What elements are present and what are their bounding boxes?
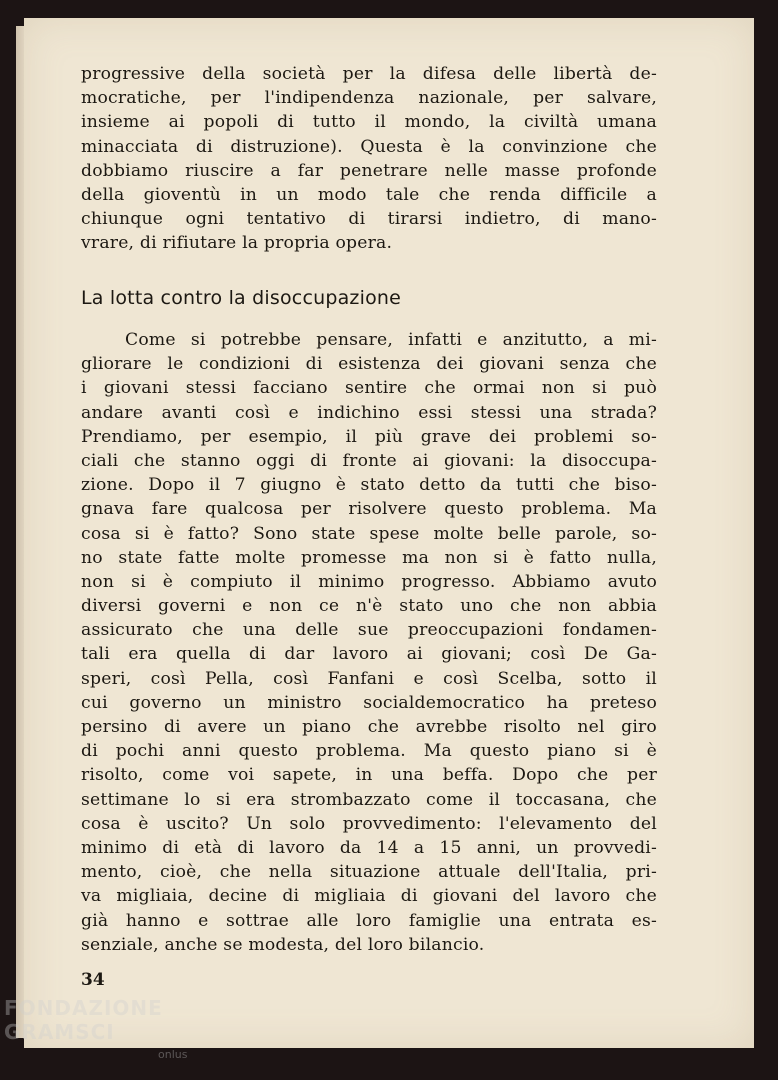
- text-line: risolto, come voi sapete, in una beffa. Dopo che per: [81, 765, 657, 786]
- text-line: cui governo un ministro socialdemocratico ha preteso: [81, 692, 657, 713]
- text-line: minimo di età di lavoro da 14 a 15 anni, un provvedi-: [81, 837, 657, 858]
- text-line: i giovani stessi facciano sentire che ormai non si può: [81, 378, 657, 399]
- text-line: settimane lo si era strombazzato come il toccasana, che: [81, 789, 657, 810]
- text-line: tali era quella di dar lavoro ai giovani; così De Ga-: [81, 644, 657, 665]
- body-text-main: [81, 328, 657, 957]
- text-line: della gioventù in un modo tale che renda difficile a: [81, 184, 657, 205]
- text-line: gliorare le condizioni di esistenza dei giovani senza che: [81, 354, 657, 375]
- watermark-subtext: onlus: [158, 1048, 188, 1061]
- text-line: no state fatte molte promesse ma non si è fatto nulla,: [81, 547, 657, 568]
- section-heading: La lotta contro la disoccupazione: [81, 287, 402, 309]
- text-line: gnava fare qualcosa per risolvere questo problema. Ma: [81, 499, 657, 520]
- text-line: chiunque ogni tentativo di tirarsi indietro, di mano-: [81, 209, 657, 230]
- text-line: già hanno e sottrae alle loro famiglie una entrata es-: [81, 910, 657, 931]
- text-line: progressive della società per la difesa delle libertà de-: [81, 64, 657, 84]
- text-line: zione. Dopo il 7 giugno è stato detto da tutti che biso-: [81, 475, 657, 496]
- text-line: speri, così Pella, così Fanfani e così Scelba, sotto il: [81, 668, 657, 689]
- text-line: senziale, anche se modesta, del loro bilancio.: [81, 934, 485, 955]
- text-line: persino di avere un piano che avrebbe risolto nel giro: [81, 717, 657, 737]
- text-line: di pochi anni questo problema. Ma questo piano si è: [81, 741, 657, 762]
- text-line: mento, cioè, che nella situazione attuale dell'Italia, pri-: [81, 862, 657, 883]
- page-number: 34: [81, 970, 105, 990]
- text-line: ciali che stanno oggi di fronte ai giovani: la disoccupa-: [81, 450, 657, 471]
- text-line: non si è compiuto il minimo progresso. Abbiamo avuto: [81, 571, 657, 592]
- text-line: vrare, di rifiutare la propria opera.: [81, 233, 393, 254]
- text-line: va migliaia, decine di migliaia di giovani del lavoro che: [81, 886, 657, 907]
- text-line: Prendiamo, per esempio, il più grave dei problemi so-: [81, 426, 657, 447]
- text-line: insieme ai popoli di tutto il mondo, la civiltà umana: [81, 112, 657, 133]
- text-line: dobbiamo riuscire a far penetrare nelle masse profonde: [81, 160, 657, 181]
- text-line: mocratiche, per l'indipendenza nazionale, per salvare,: [81, 88, 657, 109]
- text-line: Come si potrebbe pensare, infatti e anzitutto, a mi-: [125, 330, 657, 350]
- body-text-top: [81, 62, 657, 256]
- watermark-text: FONDAZIONE GRAMSCI: [4, 996, 163, 1044]
- text-line: andare avanti così e indichino essi stessi una strada?: [81, 402, 657, 423]
- watermark-logo: [0, 996, 200, 1080]
- text-line: cosa è uscito? Un solo provvedimento: l'elevamento del: [81, 813, 657, 834]
- text-line: cosa si è fatto? Sono state spese molte belle parole, so-: [81, 523, 657, 544]
- text-line: diversi governi e non ce n'è stato uno che non abbia: [81, 596, 657, 617]
- text-line: assicurato che una delle sue preoccupazioni fondamen-: [81, 620, 657, 641]
- text-line: minacciata di distruzione). Questa è la convinzione che: [81, 136, 657, 157]
